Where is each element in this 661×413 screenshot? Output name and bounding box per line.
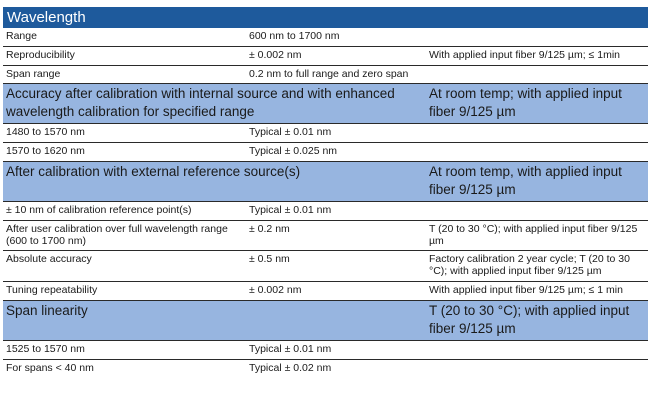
spec-condition — [426, 124, 648, 143]
spec-value: ± 0.002 nm — [246, 46, 426, 65]
table-row — [3, 28, 648, 46]
section-header: Accuracy after calibration with internal source and with enhanced wavelength calibration for specified range — [3, 84, 426, 124]
section-condition: At room temp, with applied input fiber 9/125 µm — [426, 161, 648, 201]
spec-label: 1480 to 1570 nm — [3, 124, 246, 143]
spec-condition — [426, 359, 648, 377]
table-row — [3, 143, 648, 162]
section-condition: T (20 to 30 °C); with applied input fiber 9/125 µm — [426, 300, 648, 340]
spec-value: Typical ± 0.01 nm — [246, 124, 426, 143]
spec-value: ± 0.5 nm — [246, 251, 426, 282]
spec-condition: T (20 to 30 °C); with applied input fiber 9/125 µm — [426, 220, 648, 251]
spec-value: Typical ± 0.02 nm — [246, 359, 426, 377]
section-header-row — [3, 84, 648, 124]
spec-label: ± 10 nm of calibration reference point(s) — [3, 201, 246, 220]
spec-label: Reproducibility — [3, 46, 246, 65]
spec-value: Typical ± 0.025 nm — [246, 143, 426, 162]
spec-condition: With applied input fiber 9/125 µm; ≤ 1min — [426, 46, 648, 65]
wavelength-spec-table — [3, 7, 648, 377]
spec-label: Span range — [3, 65, 246, 84]
spec-label: Absolute accuracy — [3, 251, 246, 282]
spec-condition — [426, 340, 648, 359]
table-row — [3, 281, 648, 300]
spec-label: Tuning repeatability — [3, 281, 246, 300]
spec-value: 600 nm to 1700 nm — [249, 30, 340, 42]
spec-label: 1525 to 1570 nm — [3, 340, 246, 359]
table-row — [3, 359, 648, 377]
table-row — [3, 251, 648, 282]
table-row — [3, 124, 648, 143]
spec-condition — [426, 143, 648, 162]
spec-label: 1570 to 1620 nm — [3, 143, 246, 162]
spec-table-page — [3, 7, 648, 377]
spec-value: Typical ± 0.01 nm — [246, 340, 426, 359]
spec-value: ± 0.2 nm — [246, 220, 426, 251]
spec-condition — [426, 201, 648, 220]
spec-value: Typical ± 0.01 nm — [246, 201, 426, 220]
section-condition: At room temp; with applied input fiber 9/125 µm — [426, 84, 648, 124]
table-row — [3, 201, 648, 220]
table-title-row — [3, 7, 648, 28]
section-header: After calibration with external reference source(s) — [3, 161, 426, 201]
spec-value: 0.2 nm to full range and zero span — [246, 65, 426, 84]
spec-label: Range — [6, 30, 37, 42]
spec-value: ± 0.002 nm — [246, 281, 426, 300]
spec-label: After user calibration over full wavelength range (600 to 1700 nm) — [3, 220, 246, 251]
table-row — [3, 46, 648, 65]
section-header-row — [3, 300, 648, 340]
section-header: Span linearity — [3, 300, 426, 340]
spec-label: For spans < 40 nm — [3, 359, 246, 377]
spec-condition: Factory calibration 2 year cycle; T (20 to 30 °C); with applied input fiber 9/125 µm — [426, 251, 648, 282]
spec-condition: With applied input fiber 9/125 µm; ≤ 1 min — [426, 281, 648, 300]
section-header-row — [3, 161, 648, 201]
table-title: Wavelength — [3, 7, 648, 28]
spec-condition — [426, 65, 648, 84]
spec-condition — [426, 28, 648, 46]
table-row — [3, 340, 648, 359]
table-row — [3, 220, 648, 251]
table-row — [3, 65, 648, 84]
